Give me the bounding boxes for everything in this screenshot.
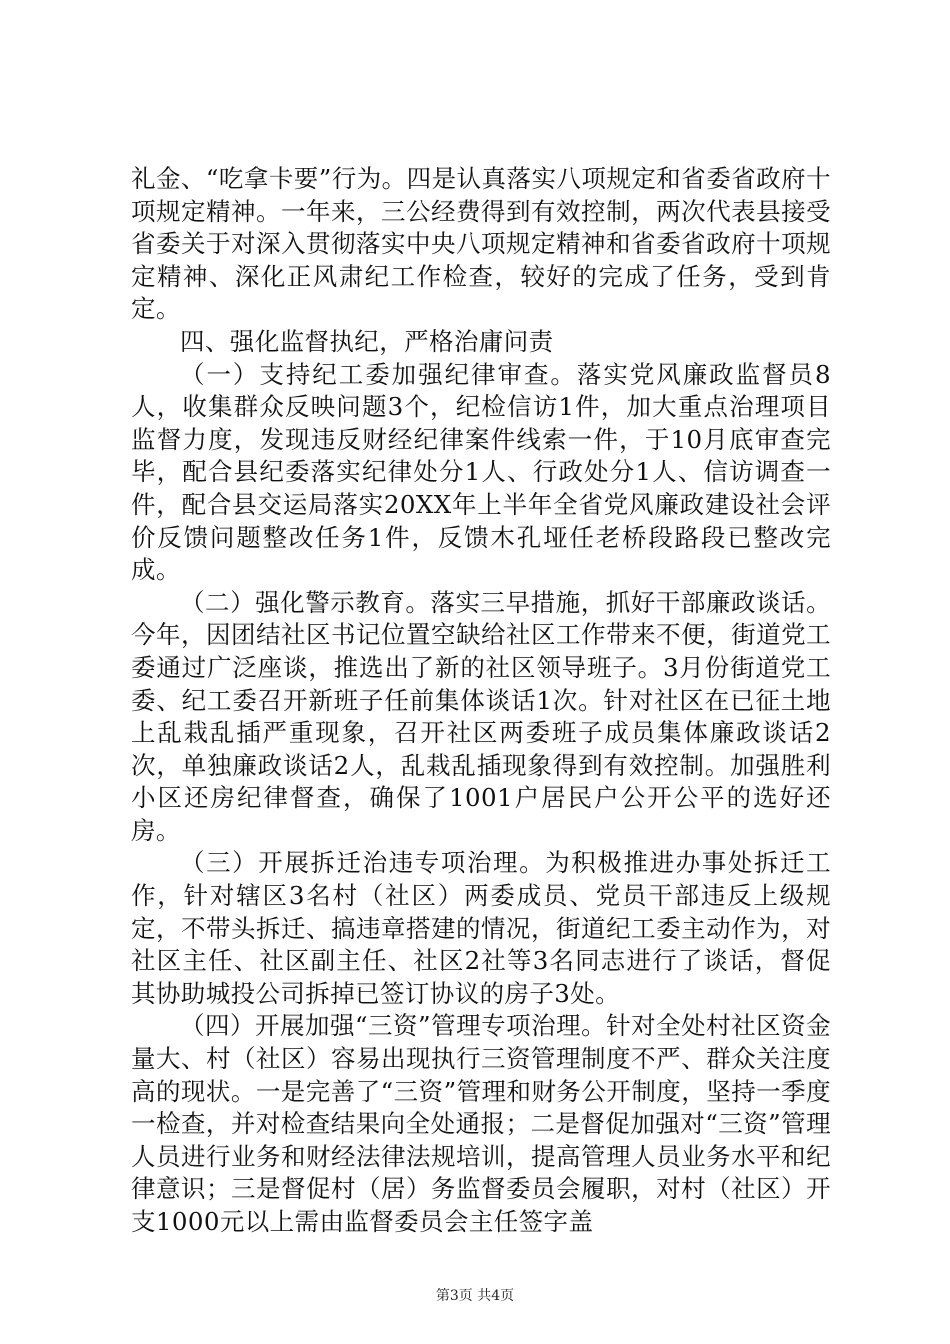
paragraph-warning-education: （二）强化警示教育。落实三早措施，抓好干部廉政谈话。今年，因团结社区书记位置空缺给社区工作带来不便，街道党工委通过广泛座谈，推选出了新的社区领导班子。3月份街道党工委、纪工委召开新班子任前集体谈话1次。针对社区在已征土地上乱栽乱插严重现象，召开社区两委班子成员集体廉政谈话2次，单独廉政谈话2人，乱栽乱插现象得到有效控制。加强胜利小区还房纪律督查，确保了1001户居民户公开公平的选好还房。 <box>131 587 831 845</box>
body-text <box>131 163 831 1239</box>
paragraph-demolition-governance: （三）开展拆迁治违专项治理。为积极推进办事处拆迁工作，针对辖区3名村（社区）两委成员、党员干部违反上级规定，不带头拆迁、搞违章搭建的情况，街道纪工委主动作为，对社区主任、社区副主任、社区2社等3名同志进行了谈话，督促其协助城投公司拆掉已签订协议的房子3处。 <box>131 848 831 1008</box>
section-heading: 四、强化监督执纪，严格治庸问责 <box>180 326 554 356</box>
page-number-footer: 第3页 共4页 <box>435 1288 515 1304</box>
paragraph-discipline-review: （一）支持纪工委加强纪律审查。落实党风廉政监督员8人，收集群众反映问题3个，纪检信访1件，加大重点治理项目监督力度，发现违反财经纪律案件线索一件，于10月底审查完毕，配合县纪委落实纪律处分1人、行政处分1人、信访调查一件，配合县交运局落实20XX年上半年全省党风廉政建设社会评价反馈问题整改任务1件，反馈木孔垭任老桥段路段已整改完成。 <box>131 359 831 585</box>
paragraph-continuation: 礼金、“吃拿卡要”行为。四是认真落实八项规定和省委省政府十项规定精神。一年来，三公经费得到有效控制，两次代表县接受省委关于对深入贯彻落实中央八项规定精神和省委省政府十项规定精神、深化正风肃纪工作检查，较好的完成了任务，受到肯定。 <box>131 164 831 324</box>
paragraph-three-assets: （四）开展加强“三资”管理专项治理。针对全处村社区资金量大、村（社区）容易出现执行三资管理制度不严、群众关注度高的现状。一是完善了“三资”管理和财务公开制度，坚持一季度一检查，并对检查结果向全处通报；二是督促加强对“三资”管理人员进行业务和财经法律法规培训，提高管理人员业务水平和纪律意识；三是督促村（居）务监督委员会履职，对村（社区）开支1000元以上需由监督委员会主任签字盖 <box>131 1011 831 1236</box>
